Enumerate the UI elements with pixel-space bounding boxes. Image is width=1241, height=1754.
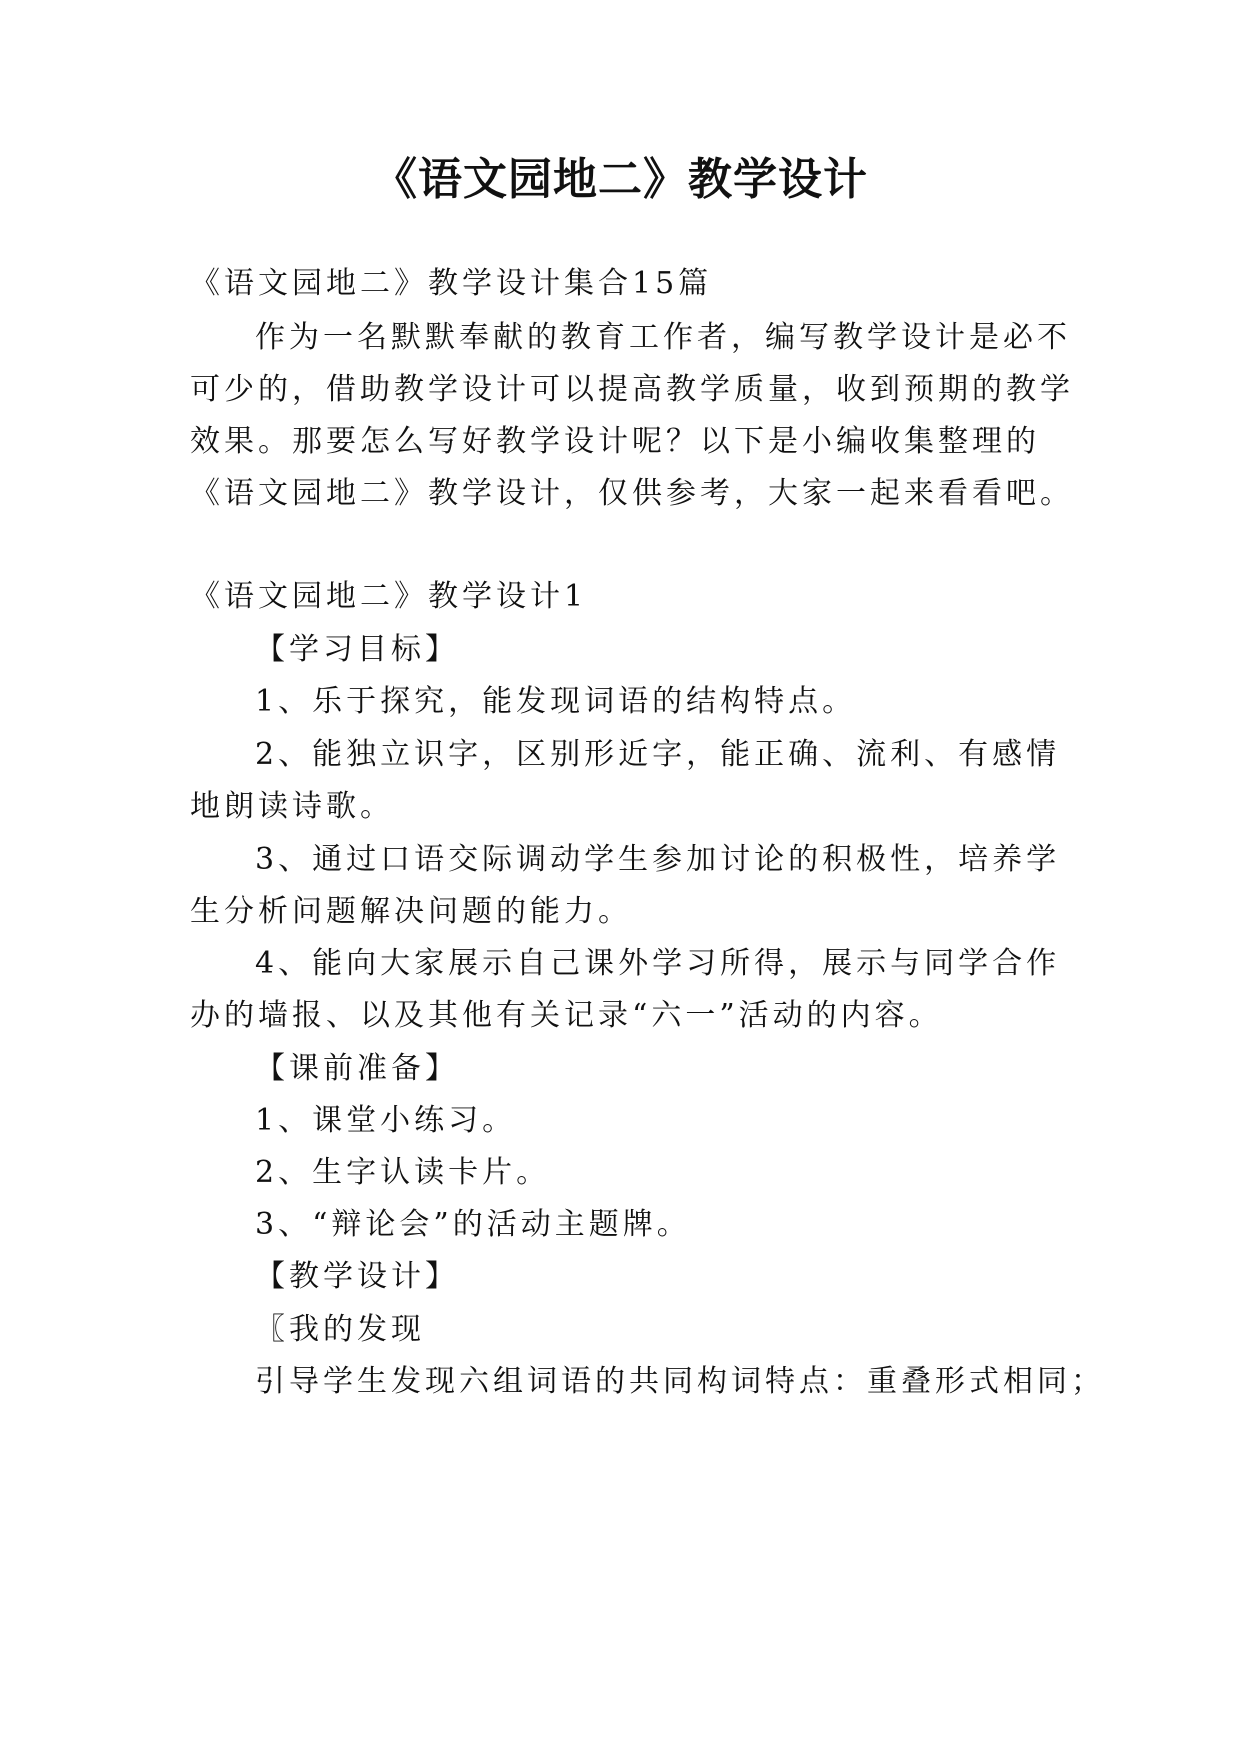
teaching-design-heading: 【教学设计】: [255, 1259, 459, 1294]
goal-item-2-line-1: 2、能独立识字，区别形近字，能正确、流利、有感情: [255, 737, 1061, 772]
intro-paragraph-line-4: 《语文园地二》教学设计，仅供参考，大家一起来看看吧。: [190, 476, 1074, 511]
intro-paragraph-line-3: 效果。那要怎么写好教学设计呢？以下是小编收集整理的: [190, 424, 1040, 459]
intro-paragraph-line-2: 可少的，借助教学设计可以提高教学质量，收到预期的教学: [190, 372, 1074, 407]
goal-item-1: 1、乐于探究，能发现词语的结构特点。: [255, 684, 857, 719]
goal-item-3-line-2: 生分析问题解决问题的能力。: [190, 894, 632, 929]
my-discovery-heading: 〖我的发现: [255, 1312, 425, 1347]
preparation-item-2: 2、生字认读卡片。: [255, 1155, 551, 1190]
goal-item-4-line-2: 办的墙报、以及其他有关记录“六一”活动的内容。: [190, 998, 943, 1033]
goal-item-4-line-1: 4、能向大家展示自己课外学习所得，展示与同学合作: [255, 946, 1061, 981]
preparation-heading: 【课前准备】: [255, 1051, 459, 1086]
discovery-paragraph-line-1: 引导学生发现六组词语的共同构词特点：重叠形式相同；: [255, 1364, 1105, 1399]
intro-paragraph-line-1: 作为一名默默奉献的教育工作者，编写教学设计是必不: [255, 320, 1071, 355]
goal-item-2-line-2: 地朗读诗歌。: [190, 789, 394, 824]
document-title: 《语文园地二》教学设计: [373, 154, 868, 205]
goal-item-3-line-1: 3、通过口语交际调动学生参加讨论的积极性，培养学: [255, 842, 1061, 877]
preparation-item-3: 3、“辩论会”的活动主题牌。: [255, 1207, 691, 1242]
collection-subtitle: 《语文园地二》教学设计集合15篇: [190, 266, 713, 301]
preparation-item-1: 1、课堂小练习。: [255, 1103, 517, 1138]
section-heading: 《语文园地二》教学设计1: [190, 579, 588, 614]
learning-goals-heading: 【学习目标】: [255, 632, 459, 667]
